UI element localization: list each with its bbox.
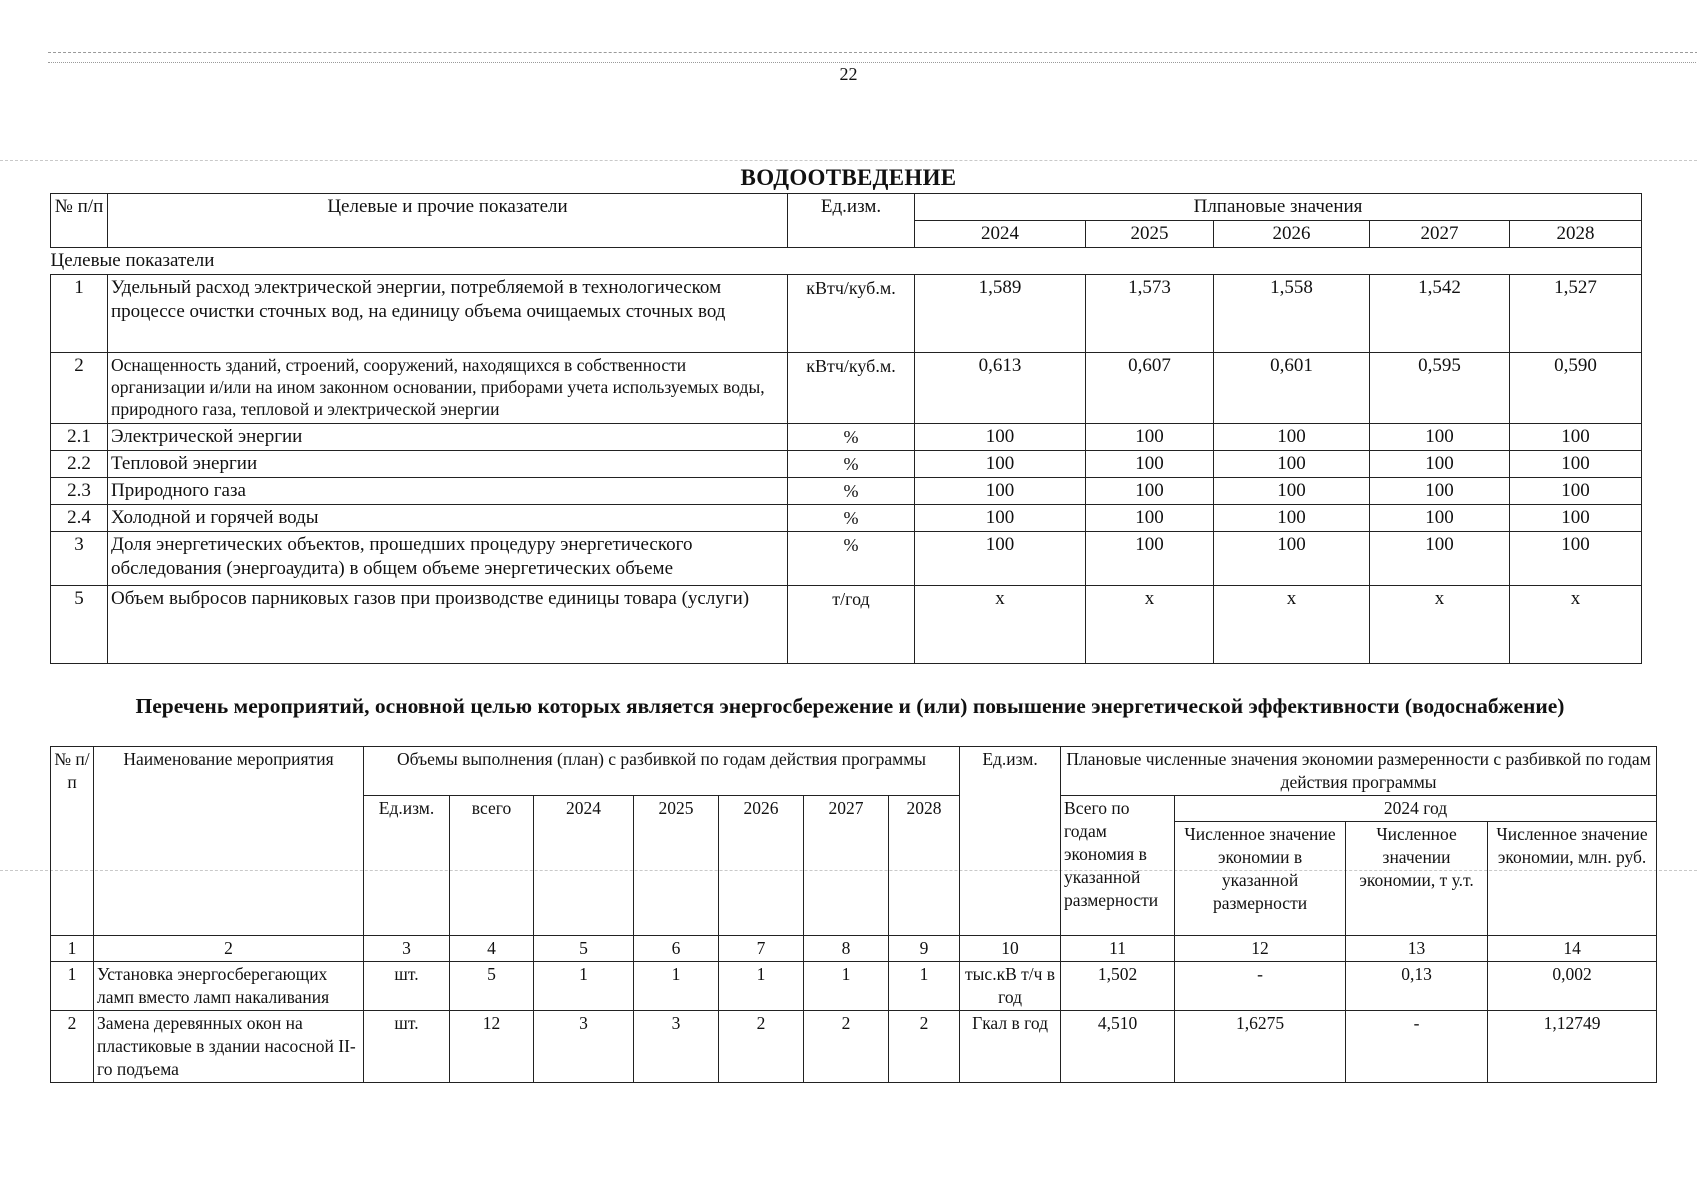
row-name: Тепловой энергии (108, 451, 788, 478)
row-name: Электрической энергии (108, 424, 788, 451)
header-vol-unit: Ед.изм. (364, 796, 450, 936)
table-row (51, 1011, 1657, 1083)
row-year-value: 1 (719, 962, 804, 1011)
row-vol-unit: шт. (364, 1011, 450, 1083)
column-number: 12 (1175, 936, 1346, 962)
row-value: 100 (915, 424, 1086, 451)
table-row (51, 586, 1642, 664)
table-row (51, 962, 1657, 1011)
header-savings: Плановые численные значения экономии размеренности с разбивкой по годам действия программы (1061, 747, 1657, 796)
row-value: 100 (1370, 532, 1510, 586)
row-sav-rub: 0,002 (1488, 962, 1657, 1011)
row-num: 2 (51, 353, 108, 424)
header-name: Наименование мероприятия (94, 747, 364, 936)
table-row (51, 353, 1642, 424)
row-sav-tut: 0,13 (1346, 962, 1488, 1011)
measures-table (50, 746, 1657, 1083)
header-year: 2025 (1086, 221, 1214, 248)
row-unit: % (788, 451, 915, 478)
row-num: 2.4 (51, 505, 108, 532)
column-number-row (51, 936, 1657, 962)
header-year: 2027 (1370, 221, 1510, 248)
column-number: 8 (804, 936, 889, 962)
row-value: 100 (1370, 505, 1510, 532)
section-title-measures: Перечень мероприятий, основной целью которых является энергосбережение и (или) повышение энергетической эффективности (водоснабжение) (135, 694, 1565, 718)
scan-artifact-line (0, 160, 1697, 161)
row-value: 100 (1214, 424, 1370, 451)
row-value: 0,595 (1370, 353, 1510, 424)
row-value: 100 (1214, 505, 1370, 532)
row-year-value: 2 (889, 1011, 960, 1083)
row-num: 2.2 (51, 451, 108, 478)
row-num: 2.3 (51, 478, 108, 505)
row-name: Холодной и горячей воды (108, 505, 788, 532)
column-number: 2 (94, 936, 364, 962)
row-name: Природного газа (108, 478, 788, 505)
row-value: 1,527 (1510, 275, 1642, 353)
row-value: 1,589 (915, 275, 1086, 353)
row-name: Оснащенность зданий, строений, сооружений, находящихся в собственности организации и/или на ином законном основании, приборами учета используемых воды, природного газа, тепловой и электрической энергии (108, 353, 788, 424)
row-vol-unit: шт. (364, 962, 450, 1011)
column-number: 5 (534, 936, 634, 962)
row-unit: % (788, 478, 915, 505)
row-sav-dim: - (1175, 962, 1346, 1011)
column-number: 1 (51, 936, 94, 962)
row-num: 1 (51, 275, 108, 353)
header-sav-rub: Численное значение экономии, млн. руб. (1488, 822, 1657, 936)
row-total-savings: 1,502 (1061, 962, 1175, 1011)
row-value: 100 (1510, 424, 1642, 451)
row-value: 1,558 (1214, 275, 1370, 353)
table-row (51, 532, 1642, 586)
header-year: 2026 (1214, 221, 1370, 248)
row-value: 100 (1086, 424, 1214, 451)
column-number: 11 (1061, 936, 1175, 962)
row-value: x (1214, 586, 1370, 664)
row-unit: кВтч/куб.м. (788, 353, 915, 424)
header-indicators: Целевые и прочие показатели (108, 194, 788, 248)
row-year-value: 1 (634, 962, 719, 1011)
header-num: № п/п (51, 747, 94, 936)
header-year: 2028 (1510, 221, 1642, 248)
row-year-value: 3 (534, 1011, 634, 1083)
row-num: 2 (51, 1011, 94, 1083)
row-value: 1,573 (1086, 275, 1214, 353)
row-unit: % (788, 505, 915, 532)
column-number: 6 (634, 936, 719, 962)
table-row (51, 275, 1642, 353)
column-number: 3 (364, 936, 450, 962)
row-value: 100 (1086, 478, 1214, 505)
row-unit: кВтч/куб.м. (788, 275, 915, 353)
row-value: 0,590 (1510, 353, 1642, 424)
column-number: 9 (889, 936, 960, 962)
row-num: 3 (51, 532, 108, 586)
row-value: 100 (1086, 451, 1214, 478)
section-title-vodootvedenie: ВОДООТВЕДЕНИЕ (740, 165, 957, 190)
row-num: 2.1 (51, 424, 108, 451)
row-year-value: 1 (889, 962, 960, 1011)
row-value: x (1086, 586, 1214, 664)
table-header-row (51, 747, 1657, 796)
table-row (51, 424, 1642, 451)
row-year-value: 1 (804, 962, 889, 1011)
row-total: 12 (450, 1011, 534, 1083)
row-name: Установка энергосберегающих ламп вместо ламп накаливания (94, 962, 364, 1011)
row-value: 100 (915, 478, 1086, 505)
row-value: 100 (1370, 424, 1510, 451)
row-value: 100 (915, 532, 1086, 586)
row-value: 100 (915, 505, 1086, 532)
row-value: 100 (1370, 478, 1510, 505)
row-value: 0,613 (915, 353, 1086, 424)
row-value: 100 (1086, 532, 1214, 586)
header-year-2024: 2024 год (1175, 796, 1657, 822)
row-unit: Гкал в год (960, 1011, 1061, 1083)
table-row (51, 451, 1642, 478)
row-year-value: 2 (719, 1011, 804, 1083)
row-value: 100 (1370, 451, 1510, 478)
row-total: 5 (450, 962, 534, 1011)
header-volumes: Объемы выполнения (план) с разбивкой по годам действия программы (364, 747, 960, 796)
header-year: 2027 (804, 796, 889, 936)
table-row (51, 505, 1642, 532)
row-name: Объем выбросов парниковых газов при производстве единицы товара (услуги) (108, 586, 788, 664)
row-year-value: 2 (804, 1011, 889, 1083)
column-number: 10 (960, 936, 1061, 962)
header-planned: Плпановые значения (915, 194, 1642, 221)
table-row (51, 478, 1642, 505)
header-total-savings: Всего по годам экономия в указанной размерности (1061, 796, 1175, 936)
header-sav-tut: Численное значении экономии, т у.т. (1346, 822, 1488, 936)
row-name: Замена деревянных окон на пластиковые в здании насосной II-го подъема (94, 1011, 364, 1083)
row-name: Удельный расход электрической энергии, потребляемой в технологическом процессе очистки сточных вод, на единицу объема очищаемых сточных вод (108, 275, 788, 353)
row-value: 0,607 (1086, 353, 1214, 424)
row-sav-rub: 1,12749 (1488, 1011, 1657, 1083)
indicators-table (50, 193, 1642, 664)
row-total-savings: 4,510 (1061, 1011, 1175, 1083)
row-year-value: 3 (634, 1011, 719, 1083)
row-value: 100 (1214, 451, 1370, 478)
row-value: x (915, 586, 1086, 664)
column-number: 4 (450, 936, 534, 962)
page-number: 22 (839, 64, 858, 84)
scan-artifact-line (48, 62, 1697, 63)
row-value: 100 (1086, 505, 1214, 532)
table-header-row (51, 194, 1642, 221)
row-value: 100 (1214, 478, 1370, 505)
row-unit: тыс.кВ т/ч в год (960, 962, 1061, 1011)
row-num: 5 (51, 586, 108, 664)
row-value: 100 (915, 451, 1086, 478)
row-value: 100 (1510, 451, 1642, 478)
row-num: 1 (51, 962, 94, 1011)
row-value: x (1510, 586, 1642, 664)
header-year: 2024 (534, 796, 634, 936)
header-vol-total: всего (450, 796, 534, 936)
row-value: 100 (1214, 532, 1370, 586)
header-year: 2024 (915, 221, 1086, 248)
row-unit: % (788, 424, 915, 451)
scan-artifact-line (48, 52, 1697, 53)
column-number: 7 (719, 936, 804, 962)
row-name: Доля энергетических объектов, прошедших процедуру энергетического обследования (энергоаудита) в общем объеме энергетических объеме (108, 532, 788, 586)
header-year: 2026 (719, 796, 804, 936)
column-number: 13 (1346, 936, 1488, 962)
header-unit: Ед.изм. (960, 747, 1061, 936)
group-label: Целевые показатели (51, 248, 1642, 275)
row-unit: % (788, 532, 915, 586)
row-sav-tut: - (1346, 1011, 1488, 1083)
column-number: 14 (1488, 936, 1657, 962)
header-num: № п/п (51, 194, 108, 248)
group-row (51, 248, 1642, 275)
header-year: 2028 (889, 796, 960, 936)
row-value: x (1370, 586, 1510, 664)
row-value: 100 (1510, 505, 1642, 532)
header-unit: Ед.изм. (788, 194, 915, 248)
row-value: 100 (1510, 478, 1642, 505)
row-value: 0,601 (1214, 353, 1370, 424)
header-year: 2025 (634, 796, 719, 936)
row-unit: т/год (788, 586, 915, 664)
row-year-value: 1 (534, 962, 634, 1011)
row-value: 1,542 (1370, 275, 1510, 353)
row-value: 100 (1510, 532, 1642, 586)
row-sav-dim: 1,6275 (1175, 1011, 1346, 1083)
header-sav-dim: Численное значение экономии в указанной размерности (1175, 822, 1346, 936)
